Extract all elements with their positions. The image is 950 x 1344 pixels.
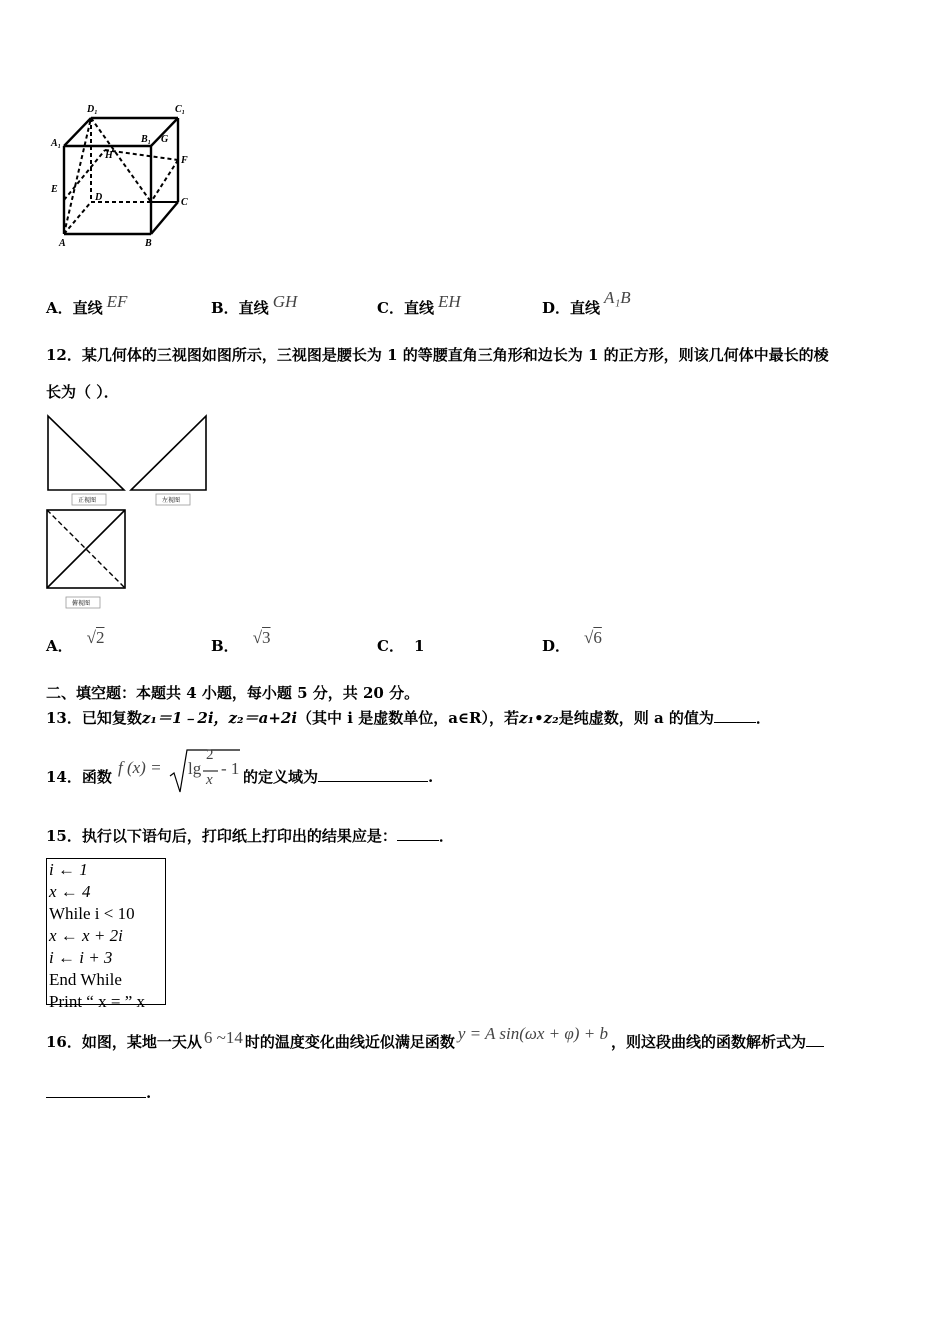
q11-option-b[interactable]: B．直线 GH	[211, 292, 298, 317]
code-line: While i < 10	[49, 904, 135, 923]
caption-top-view: 俯视图	[72, 600, 91, 607]
q12-option-c[interactable]: C． 1	[377, 637, 425, 655]
label-f: F	[181, 155, 188, 166]
q12-option-a[interactable]: A． √2	[46, 628, 105, 655]
q12-option-d[interactable]: D． √6	[542, 628, 602, 655]
q11-option-a[interactable]: A．直线 EF	[46, 292, 128, 317]
q14-answer-blank[interactable]	[318, 767, 428, 782]
section-2-title: 二、填空题：本题共 4 小题，每小题 5 分，共 20 分。	[46, 684, 420, 702]
label-h: H	[105, 150, 113, 161]
code-line: Print “ x = ” x	[49, 992, 145, 1011]
label-a1: A₁	[51, 138, 62, 149]
label-c: C	[181, 197, 188, 208]
q14-formula: f (x) = lg 2 x - 1	[118, 746, 242, 796]
code-line: i ← 1	[49, 860, 88, 879]
q13-stem: 13．已知复数z₁＝1﹣2i，z₂＝a+2i（其中 i 是虚数单位，a∈R），若z₁•z₂是纯虚数，则 a 的值为 ．	[46, 709, 771, 727]
caption-side-view: 左视图	[162, 497, 181, 504]
code-line: End While	[49, 970, 122, 989]
label-d: D	[95, 192, 103, 203]
label-b: B	[145, 238, 152, 249]
label-d1: D₁	[87, 104, 98, 115]
q14-suffix: 的定义域为 .	[243, 768, 434, 786]
label-b1: B₁	[141, 134, 152, 145]
three-view-figure	[44, 412, 214, 612]
q12-option-b[interactable]: B． √3	[211, 628, 271, 655]
cube-figure	[45, 100, 205, 250]
q15-stem: 15．执行以下语句后，打印纸上打印出的结果应是： ．	[46, 827, 454, 845]
q15-code-box	[46, 858, 166, 1011]
q14-stem: 14．函数	[46, 768, 112, 786]
q16-answer-blank[interactable]	[46, 1083, 146, 1098]
q13-answer-blank[interactable]	[714, 708, 756, 723]
code-line: i ← i + 3	[49, 948, 113, 967]
q16-stem: 16．如图，某地一天从 6 ~14 时的温度变化曲线近似满足函数 y = A sin(ωx + φ) + b ，则这段曲线的函数解析式为	[46, 1032, 824, 1052]
caption-front-view: 正视图	[78, 497, 97, 504]
code-line: x ← x + 2i	[49, 926, 123, 945]
q12-stem-line2: 长为（ ）．	[46, 383, 119, 401]
q16-answer-line: .	[46, 1083, 151, 1103]
q11-option-d[interactable]: D．直线A₁B	[542, 288, 631, 317]
label-c1: C₁	[175, 104, 186, 115]
label-a: A	[59, 238, 66, 249]
q12-stem-line1: 12．某几何体的三视图如图所示，三视图是腰长为 1 的等腰直角三角形和边长为 1 的正方形，则该几何体中最长的棱	[46, 346, 829, 364]
label-g: G	[161, 134, 169, 145]
label-e: E	[51, 184, 58, 195]
q15-answer-blank[interactable]	[397, 826, 439, 841]
q11-option-c[interactable]: C．直线 EH	[377, 292, 461, 317]
code-line: x ← 4	[49, 882, 91, 901]
